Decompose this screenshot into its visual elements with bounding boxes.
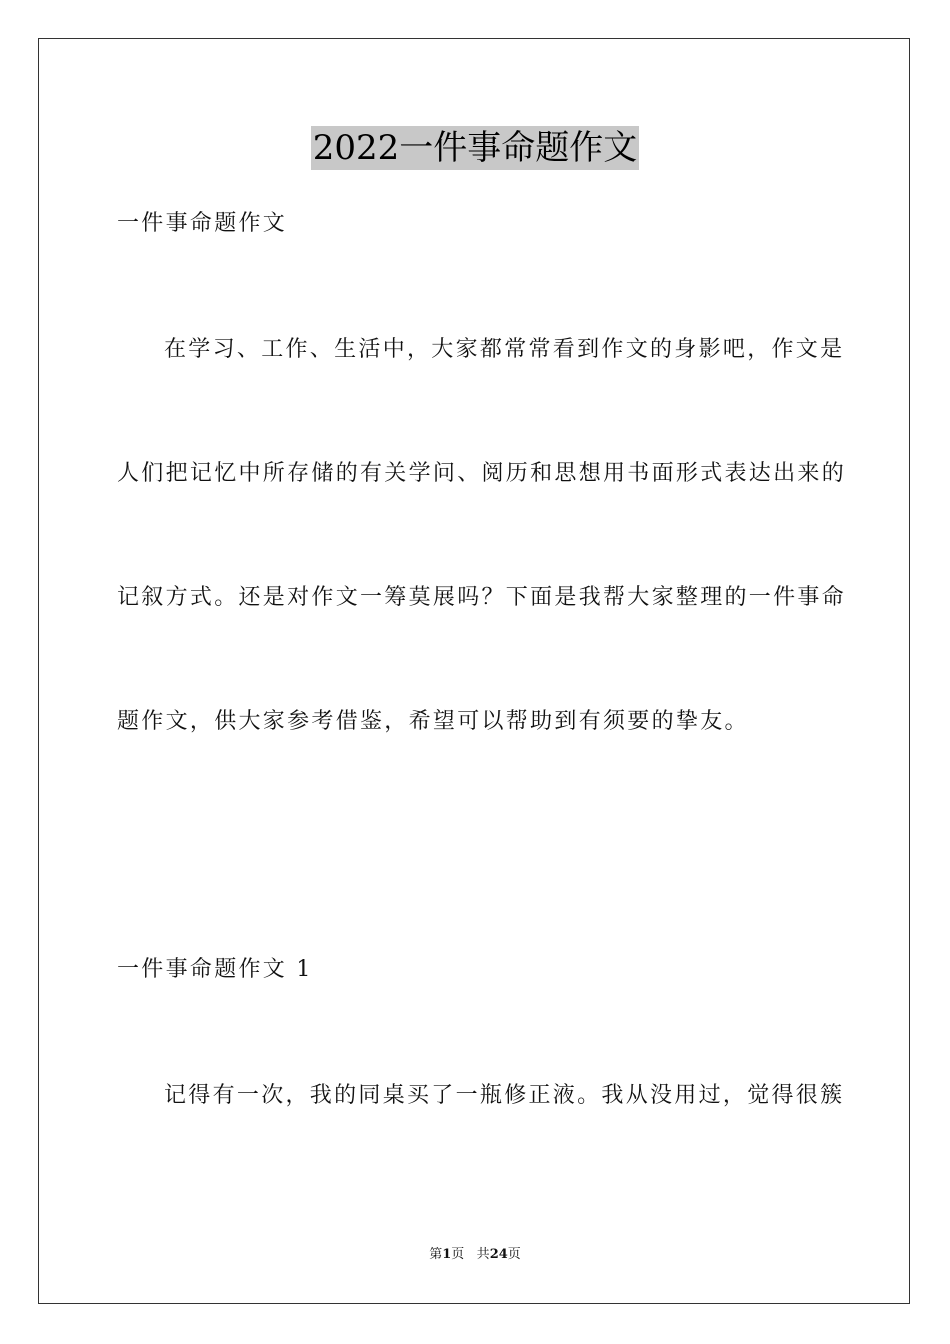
footer-page-number: 1 [442, 1247, 452, 1262]
intro-line-4: 题作文，供大家参考借鉴，希望可以帮助到有须要的挚友。 [117, 709, 749, 734]
footer-total-suffix: 页 [507, 1247, 521, 1262]
footer-total-prefix: 共 [476, 1247, 490, 1262]
section-heading: 一件事命题作文 1 [117, 957, 313, 982]
document-title: 2022一件事命题作文 [312, 128, 638, 168]
footer-page-suffix: 页 [451, 1247, 465, 1262]
intro-line-1: 在学习、工作、生活中，大家都常常看到作文的身影吧，作文是 [164, 337, 845, 362]
intro-line-2: 人们把记忆中所存储的有关学问、阅历和思想用书面形式表达出来的 [117, 461, 847, 486]
footer-total-pages: 24 [489, 1247, 508, 1262]
intro-line-3: 记叙方式。还是对作文一筹莫展吗？下面是我帮大家整理的一件事命 [117, 585, 847, 610]
subtitle: 一件事命题作文 [117, 211, 288, 236]
title-container [0, 126, 950, 170]
section-first-line: 记得有一次，我的同桌买了一瓶修正液。我从没用过，觉得很簇 [164, 1083, 845, 1108]
page-footer [0, 1246, 950, 1264]
footer-page-prefix: 第 [429, 1247, 443, 1262]
